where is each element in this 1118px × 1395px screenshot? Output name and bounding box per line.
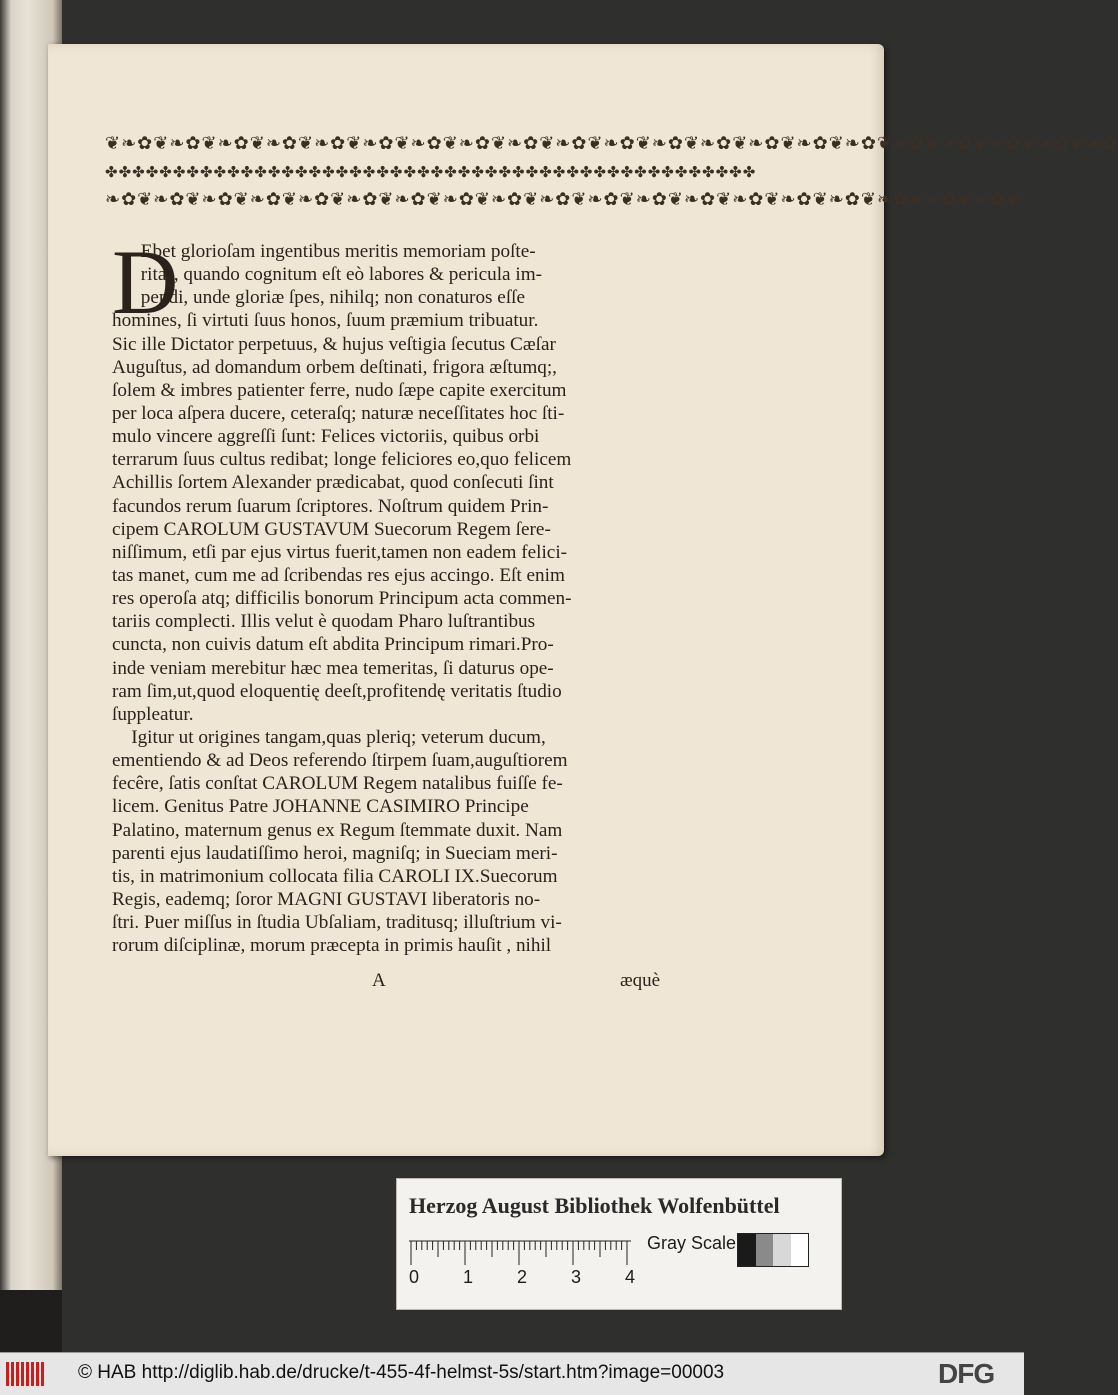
text-line: Sic ille Dictator perpetuus, & hujus veſtigia ſecutus Cæſar [112, 333, 556, 355]
text-line: homines, ſi virtuti ſuus honos, ſuum præmium tribuatur. [112, 310, 539, 332]
gray-swatch-cell [756, 1234, 774, 1266]
text-line: licem. Genitus Patre JOHANNE CASIMIRO Principe [112, 796, 529, 818]
text-line: rorum diſciplinæ, morum præcepta in primis hauſit , nihil [112, 935, 552, 957]
footer-bar [0, 1352, 1024, 1395]
text-line: tariis complecti. Illis velut è quodam Pharo luſtrantibus [112, 611, 536, 633]
text-line: terrarum ſuus cultus redibat; longe feliciores eo,quo felicem [112, 449, 572, 471]
dfg-logo: DFG [938, 1358, 995, 1389]
body-text [112, 240, 660, 957]
text-line: facundos rerum ſuarum ſcriptores. Noſtrum quidem Prin- [112, 495, 549, 517]
text-line: per loca aſpera ducere, ceteraſq; naturæ neceſſitates hoc ſti- [112, 402, 565, 424]
text-line: ſtri. Puer miſſus in ſtudia Ubſaliam, traditusq; illuſtrium vi- [112, 912, 562, 934]
text-line: Ebet glorioſam ingentibus meritis memoriam poſte- [112, 241, 536, 262]
ruler-number: 1 [463, 1267, 474, 1287]
ruler-number: 4 [625, 1267, 636, 1287]
credit-link[interactable]: © HAB http://diglib.hab.de/drucke/t-455-4f-helmst-5s/start.htm?image=00003 [78, 1362, 725, 1383]
ornament-band-middle: ✤✤✤✤✤✤✤✤✤✤✤✤✤✤✤✤✤✤✤✤✤✤✤✤✤✤✤✤✤✤✤✤✤✤✤✤✤✤✤✤✤✤✤✤✤✤✤✤ [105, 163, 757, 181]
text-line: niſſimum, etſi par ejus virtus fuerit,tamen non eadem felici- [112, 541, 568, 563]
gray-swatch-cell [791, 1234, 809, 1266]
text-line: ementiendo & ad Deos referendo ſtirpem ſuam,auguſtiorem [112, 750, 568, 772]
text-line: pendi, unde gloriæ ſpes, nihilq; non conaturos eſſe [112, 287, 525, 309]
text-line: res operoſa atq; difficilis bonorum Principum acta commen- [112, 588, 572, 610]
library-label-card [396, 1178, 842, 1310]
text-line: ram ſim,ut,quod eloquentię deeſt,profitendę veritatis ſtudio [112, 680, 562, 702]
text-line: tis, in matrimonium collocata filia CAROLI IX.Suecorum [112, 865, 558, 887]
ornament-band-bottom: ❧✿❦❧✿❦❧✿❦❧✿❦❧✿❦❧✿❦❧✿❦❧✿❦❧✿❦❧✿❦❧✿❦❧✿❦❧✿❦❧✿❦❧✿❦❧✿❦❧✿❦❧✿❦❧✿❦ [105, 189, 1022, 210]
text-line: ſolem & imbres patienter ferre, nudo ſæpe capite exercitum [112, 379, 567, 401]
barcode-icon [6, 1362, 44, 1386]
text-line: Igitur ut origines tangam,quas pleriq; veterum ducum, [112, 726, 546, 748]
gray-swatch-cell [773, 1234, 791, 1266]
gray-scale-swatch [737, 1233, 809, 1267]
ruler-number: 3 [571, 1267, 582, 1287]
text-line: cuncta, non cuivis datum eſt abdita Principum rimari.Pro- [112, 634, 554, 656]
catchword: æquè [620, 970, 661, 991]
text-line: Auguſtus, ad domandum orbem deſtinati, frigora æſtumq;, [112, 356, 557, 378]
text-line: parenti ejus laudatiſſimo heroi, magniſq; in Sueciam meri- [112, 842, 558, 864]
drop-cap: D [112, 231, 179, 333]
text-line: cipem CAROLUM GUSTAVUM Suecorum Regem ſere- [112, 518, 551, 540]
signature-mark: A [372, 970, 386, 991]
ornament-band-top: ❦❧✿❦❧✿❦❧✿❦❧✿❦❧✿❦❧✿❦❧✿❦❧✿❦❧✿❦❧✿❦❧✿❦❧✿❦❧✿❦❧✿❦❧✿❦❧✿❦❧✿❦❧✿❦❧✿❦❧✿❦❧✿ [105, 133, 1118, 154]
gray-scale-label: Gray Scale [647, 1233, 737, 1253]
text-line: mulo vincere aggreſſi ſunt: Felices victoriis, quibus orbi [112, 426, 540, 448]
text-line: fecêre, ſatis conſtat CAROLUM Regem natalibus fuiſſe fe- [112, 773, 563, 795]
text-line: Achillis ſortem Alexander prædicabat, quod conſecuti ſint [112, 472, 554, 494]
library-name: Herzog August Bibliothek Wolfenbüttel [409, 1193, 780, 1218]
text-line: Palatino, maternum genus ex Regum ſtemmate duxit. Nam [112, 819, 563, 841]
gray-swatch-cell [738, 1234, 756, 1266]
text-line: tas manet, cum me ad ſcribendas res ejus accingo. Eſt enim [112, 564, 565, 586]
text-line: Regis, eademq; ſoror MAGNI GUSTAVI liberatoris no- [112, 888, 541, 910]
text-line: ritas, quando cognitum eſt eò labores & pericula im- [112, 264, 543, 286]
ruler-number: 2 [517, 1267, 528, 1287]
text-line: ſuppleatur. [112, 703, 194, 725]
book-edge [0, 1290, 62, 1352]
ruler-number: 0 [409, 1267, 420, 1287]
text-line: inde veniam merebitur hæc mea temeritas, ſi daturus ope- [112, 657, 554, 679]
